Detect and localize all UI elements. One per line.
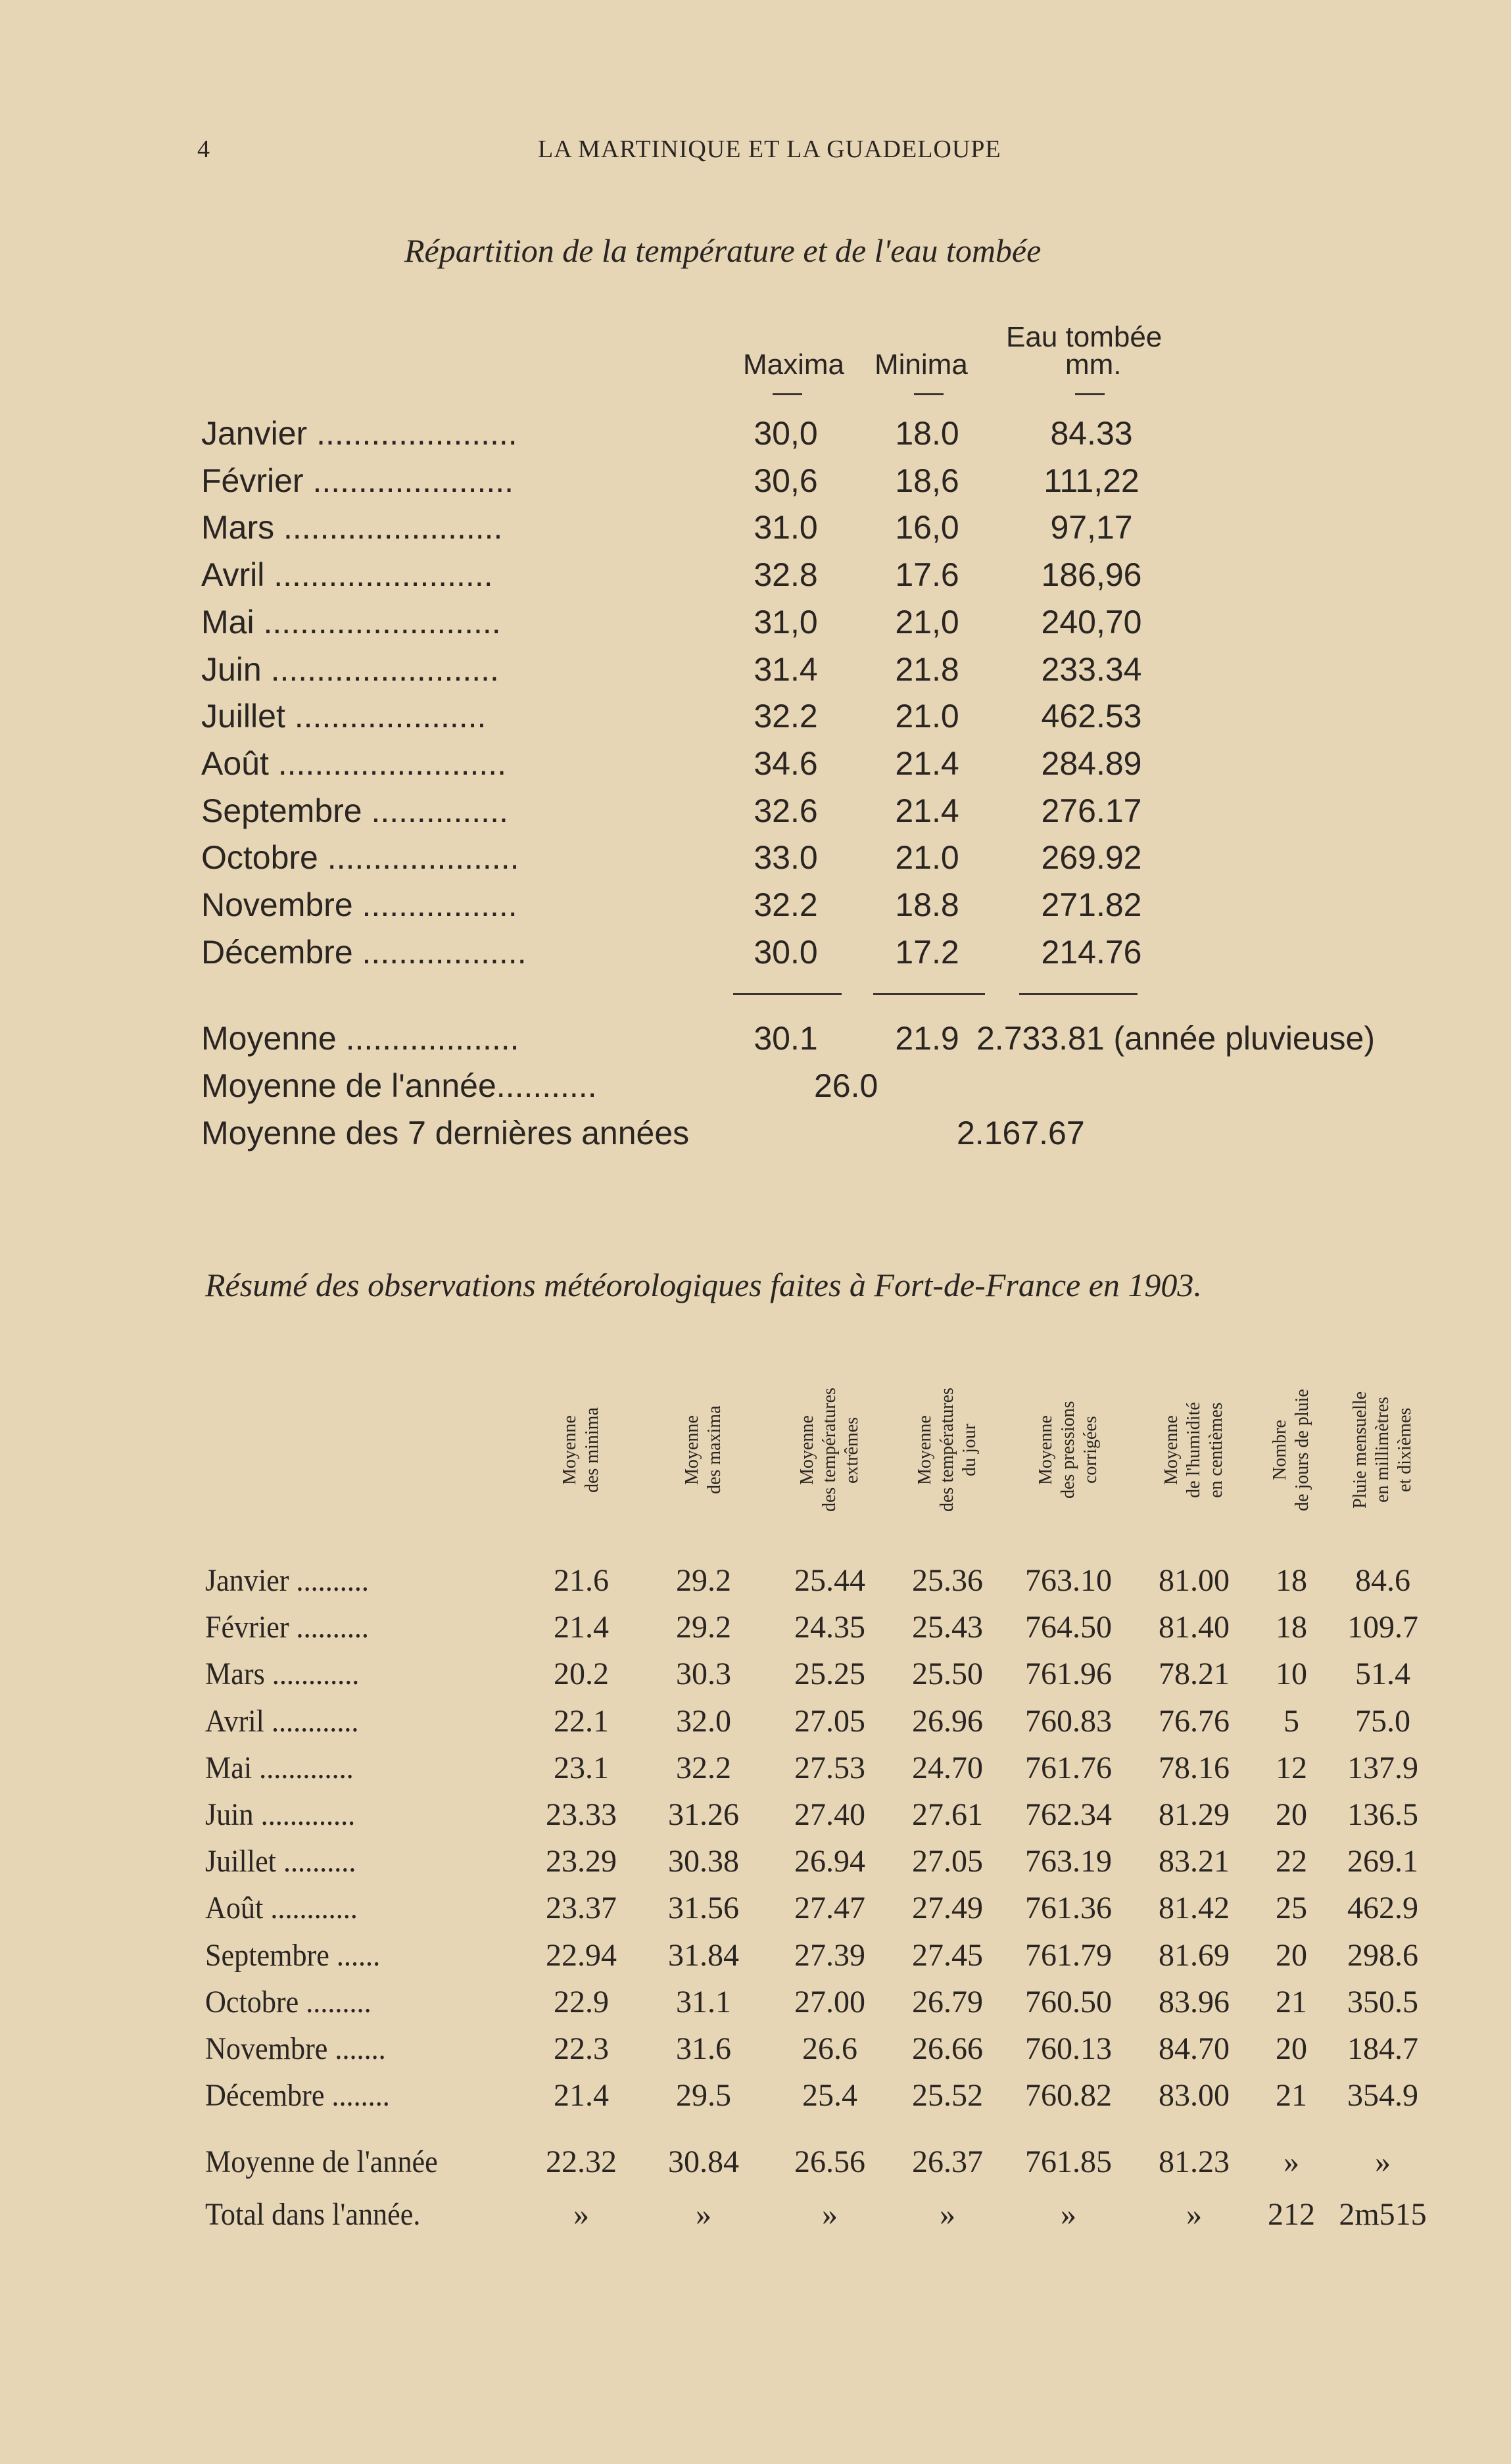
table2-cell: 78.21	[1159, 1656, 1230, 1692]
table1-cell-min: 21,0	[895, 603, 959, 640]
table1-cell-eau: 111,22	[1043, 462, 1139, 499]
table1-row-label: Avril ........................	[201, 556, 493, 594]
table1-row-label: Juillet .....................	[201, 698, 487, 735]
table2-cell: 27.05	[912, 1844, 983, 1879]
table2-column-header	[796, 1361, 863, 1539]
running-title: LA MARTINIQUE ET LA GUADELOUPE	[538, 135, 1001, 163]
table2-cell: 81.42	[1159, 1891, 1230, 1926]
table2-cell: 84.6	[1355, 1563, 1410, 1598]
table2-cell: 762.34	[1025, 1797, 1112, 1832]
table2-header-line: de l'humidité	[1184, 1402, 1204, 1498]
table2-header-line: Nombre	[1270, 1420, 1290, 1480]
table2-cell: 21	[1276, 2078, 1307, 2114]
table2-cell: 354.9	[1347, 2078, 1418, 2114]
table2-cell: 761.76	[1025, 1750, 1112, 1785]
table2-cell: 763.19	[1025, 1844, 1112, 1879]
table2-header-line: Moyenne	[560, 1415, 580, 1485]
table2-cell: 31.84	[668, 1937, 739, 1973]
table1-row-label: Octobre .....................	[201, 839, 519, 877]
table2-cell: 21	[1276, 1984, 1307, 2019]
table2-cell: 761.96	[1025, 1656, 1112, 1692]
moyenne-annee-label: Moyenne de l'année...........	[201, 1067, 597, 1104]
table1-cell-max: 30.0	[754, 933, 818, 971]
table2-cell: 27.47	[794, 1891, 865, 1926]
table2-row-label: Octobre .........	[205, 1984, 372, 2019]
table2-cell: 760.13	[1025, 2031, 1112, 2066]
table2-column-header	[1349, 1361, 1416, 1539]
table2-cell: »	[940, 2197, 955, 2232]
table2-cell: 23.37	[546, 1891, 617, 1926]
table2-cell: 32.0	[676, 1703, 731, 1739]
table2-cell: 29.5	[676, 2078, 731, 2114]
table2-column-header	[559, 1361, 604, 1539]
table2-cell: 51.4	[1355, 1656, 1410, 1692]
dash	[1075, 393, 1105, 395]
moyenne-7-label: Moyenne des 7 dernières années	[201, 1115, 690, 1151]
moyenne-annee-value: 26.0	[814, 1067, 878, 1104]
table2-cell: 22.9	[554, 1984, 609, 2019]
table1-cell-min: 18,6	[895, 462, 959, 499]
table2-cell: 26.96	[912, 1703, 983, 1739]
table1-cell-eau: 186,96	[1041, 556, 1142, 594]
table2-cell: 212	[1268, 2197, 1315, 2232]
table2-header-line: des températures	[819, 1388, 840, 1512]
table2-cell: 761.79	[1025, 1937, 1112, 1973]
table2-header-line: corrigées	[1080, 1416, 1101, 1484]
sum-rule	[1019, 993, 1138, 995]
table2-cell: 20	[1276, 2031, 1307, 2066]
table2-cell: 25.36	[912, 1563, 983, 1598]
table2-cell: 760.83	[1025, 1703, 1112, 1739]
table1-row-label: Décembre ..................	[201, 933, 527, 971]
table1-cell-min: 16,0	[895, 509, 959, 546]
table2-cell: 75.0	[1355, 1703, 1410, 1739]
table2-header-line: des maxima	[704, 1405, 725, 1495]
table1-cell-max: 30,0	[754, 415, 818, 452]
table2-cell: 22.1	[554, 1703, 609, 1739]
table2-cell: 10	[1276, 1656, 1307, 1692]
table2-cell: 32.2	[676, 1750, 731, 1785]
table2-cell: »	[822, 2197, 838, 2232]
table2-row-label: Septembre ......	[205, 1937, 381, 1973]
table2-column-header	[1269, 1361, 1314, 1539]
table2-header-line: des pressions	[1058, 1401, 1078, 1499]
table2-row-label: Juin .............	[205, 1797, 356, 1832]
table2-row-label: Février ..........	[205, 1610, 369, 1645]
table2-cell: 30.38	[668, 1844, 739, 1879]
table2-cell: »	[1375, 2144, 1391, 2179]
table2-row-label: Total dans l'année.	[205, 2197, 421, 2232]
table1-cell-min: 21.4	[895, 792, 959, 829]
table2-cell: 84.70	[1159, 2031, 1230, 2066]
dash	[914, 393, 944, 395]
table2-cell: 20.2	[554, 1656, 609, 1692]
table1-row-label: Juin .........................	[201, 650, 499, 688]
table2-header-line: du jour	[959, 1423, 980, 1477]
table2-cell: 81.69	[1159, 1937, 1230, 1973]
page-number: 4	[197, 135, 210, 163]
table2-cell: 2m515	[1339, 2197, 1427, 2232]
table2-header-line: des minima	[582, 1407, 602, 1493]
table2-cell: 298.6	[1347, 1937, 1418, 1973]
table2-cell: 462.9	[1347, 1891, 1418, 1926]
table2-cell: 761.36	[1025, 1891, 1112, 1926]
table2-row-label: Juillet ..........	[205, 1844, 356, 1879]
table1-cell-min: 21.0	[895, 839, 959, 877]
table2-cell: 27.61	[912, 1797, 983, 1832]
table2-header-line: Pluie mensuelle	[1350, 1391, 1370, 1509]
table2-cell: 136.5	[1347, 1797, 1418, 1832]
table2-cell: 27.49	[912, 1891, 983, 1926]
table2-header-line: et dixièmes	[1395, 1407, 1415, 1493]
table2-cell: »	[1186, 2197, 1202, 2232]
table2-row-label: Janvier ..........	[205, 1563, 369, 1598]
table1-cell-eau: 233.34	[1041, 650, 1142, 688]
table2-cell: 29.2	[676, 1563, 731, 1598]
table2-cell: 27.39	[794, 1937, 865, 1973]
table2-cell: 22.3	[554, 2031, 609, 2066]
dash	[773, 393, 802, 395]
table2-cell: 760.82	[1025, 2078, 1112, 2114]
table1-cell-min: 21.4	[895, 744, 959, 782]
sum-rule	[733, 993, 842, 995]
table1-cell-eau: 284.89	[1041, 744, 1142, 782]
table2-cell: »	[573, 2197, 589, 2232]
table2-cell: 24.70	[912, 1750, 983, 1785]
table2-row-label: Mai .............	[205, 1750, 354, 1785]
table2-row-label: Mars ............	[205, 1656, 360, 1692]
table2-cell: 26.94	[794, 1844, 865, 1879]
table2-cell: 24.35	[794, 1610, 865, 1645]
table1-cell-min: 17.2	[895, 933, 959, 971]
table2-cell: 26.6	[802, 2031, 857, 2066]
table2-cell: 76.76	[1159, 1703, 1230, 1739]
table1-cell-eau: 269.92	[1041, 839, 1142, 877]
table1-cell-min: 18.8	[895, 886, 959, 923]
col-eau-unit: mm.	[1065, 349, 1122, 381]
table2-cell: 18	[1276, 1610, 1307, 1645]
col-maxima: Maxima	[743, 349, 845, 381]
table2-column-header	[681, 1361, 726, 1539]
table2-cell: 12	[1276, 1750, 1307, 1785]
moyenne-max: 30.1	[754, 1020, 818, 1057]
table2-cell: 81.23	[1159, 2144, 1230, 2179]
table2-cell: 83.21	[1159, 1844, 1230, 1879]
table2-cell: 22.32	[546, 2144, 617, 2179]
table2-cell: 81.29	[1159, 1797, 1230, 1832]
table2-header-line: Moyenne	[682, 1415, 702, 1485]
table2-cell: 25.44	[794, 1563, 865, 1598]
table1-row-label: Septembre ...............	[201, 792, 508, 829]
table2-cell: 21.4	[554, 1610, 609, 1645]
table1-cell-eau: 271.82	[1041, 886, 1142, 923]
table2-cell: 27.45	[912, 1937, 983, 1973]
table1-cell-min: 21.8	[895, 650, 959, 688]
table2-cell: 109.7	[1347, 1610, 1418, 1645]
table2-cell: 20	[1276, 1937, 1307, 1973]
table1-cell-max: 34.6	[754, 744, 818, 782]
table2-column-header	[1161, 1361, 1228, 1539]
table2-cell: »	[696, 2197, 711, 2232]
table2-cell: 763.10	[1025, 1563, 1112, 1598]
table2-cell: 25.52	[912, 2078, 983, 2114]
table2-cell: 23.1	[554, 1750, 609, 1785]
table2-cell: »	[1283, 2144, 1299, 2179]
table2-header-line: Moyenne	[915, 1415, 935, 1485]
table2-cell: 764.50	[1025, 1610, 1112, 1645]
table2-cell: 18	[1276, 1563, 1307, 1598]
moyenne-min: 21.9	[895, 1020, 959, 1057]
table2-cell: 350.5	[1347, 1984, 1418, 2019]
table1-cell-eau: 240,70	[1041, 603, 1142, 640]
table1-cell-max: 31.4	[754, 650, 818, 688]
table1-cell-eau: 214.76	[1041, 933, 1142, 971]
table1-cell-eau: 462.53	[1041, 698, 1142, 735]
table2-header-line: Moyenne	[797, 1415, 817, 1485]
table1-cell-min: 18.0	[895, 415, 959, 452]
table2-cell: 21.6	[554, 1563, 609, 1598]
table2-column-header	[914, 1361, 981, 1539]
table2-cell: 83.96	[1159, 1984, 1230, 2019]
table2-cell: 761.85	[1025, 2144, 1112, 2179]
table2-cell: 25.50	[912, 1656, 983, 1692]
table2-row-label: Moyenne de l'année	[205, 2144, 438, 2179]
table2-cell: 31.26	[668, 1797, 739, 1832]
moyenne-label: Moyenne ...................	[201, 1020, 519, 1057]
table2-cell: 81.40	[1159, 1610, 1230, 1645]
table2-header-line: en centièmes	[1206, 1402, 1226, 1498]
table1-row-label: Novembre .................	[201, 886, 517, 923]
table2-row-label: Novembre .......	[205, 2031, 386, 2066]
table2-cell: 22.94	[546, 1937, 617, 1973]
table2-cell: 26.56	[794, 2144, 865, 2179]
table1-cell-min: 17.6	[895, 556, 959, 594]
table1-cell-max: 31,0	[754, 603, 818, 640]
table2-cell: 26.66	[912, 2031, 983, 2066]
table2-cell: 78.16	[1159, 1750, 1230, 1785]
table2-cell: 22	[1276, 1844, 1307, 1879]
table2-header-line: extrêmes	[842, 1416, 862, 1484]
table1-cell-max: 30,6	[754, 462, 818, 499]
table1-cell-min: 21.0	[895, 698, 959, 735]
table1-row-label: Mai ..........................	[201, 603, 501, 640]
table2-cell: 184.7	[1347, 2031, 1418, 2066]
table1-row-label: Février ......................	[201, 462, 514, 499]
table1-row-label: Août .........................	[201, 744, 507, 782]
table1-cell-max: 32.8	[754, 556, 818, 594]
table2-title: Résumé des observations météorologiques faites à Fort-de-France en 1903.	[205, 1267, 1202, 1303]
col-eau-tombee: Eau tombée	[1006, 321, 1163, 353]
table2-cell: 760.50	[1025, 1984, 1112, 2019]
table2-header-line: Moyenne	[1036, 1415, 1056, 1485]
table1-cell-max: 33.0	[754, 839, 818, 877]
table2-cell: 23.33	[546, 1797, 617, 1832]
table2-cell: 137.9	[1347, 1750, 1418, 1785]
table2-cell: 269.1	[1347, 1844, 1418, 1879]
table2-cell: 83.00	[1159, 2078, 1230, 2114]
table2-cell: 31.1	[676, 1984, 731, 2019]
table1-cell-max: 32.2	[754, 886, 818, 923]
table2-cell: 27.00	[794, 1984, 865, 2019]
table2-cell: 25.25	[794, 1656, 865, 1692]
table2-cell: 29.2	[676, 1610, 731, 1645]
table2-cell: 30.84	[668, 2144, 739, 2179]
table2-cell: 27.53	[794, 1750, 865, 1785]
table2-cell: 31.56	[668, 1891, 739, 1926]
table2-cell: 25	[1276, 1891, 1307, 1926]
table2-cell: 81.00	[1159, 1563, 1230, 1598]
moyenne-eau: 2.733.81 (année pluvieuse)	[976, 1020, 1376, 1057]
table2-cell: 25.43	[912, 1610, 983, 1645]
table2-cell: 26.79	[912, 1984, 983, 2019]
col-minima: Minima	[875, 349, 968, 381]
table1-row-label: Janvier ......................	[201, 415, 517, 452]
table2-cell: 5	[1283, 1703, 1299, 1739]
table2-cell: 20	[1276, 1797, 1307, 1832]
table1-title: Répartition de la température et de l'eau tombée	[404, 232, 1042, 269]
table1-row-label: Mars ........................	[201, 509, 503, 546]
table2-row-label: Avril ............	[205, 1703, 359, 1739]
table2-cell: »	[1061, 2197, 1076, 2232]
table2-cell: 26.37	[912, 2144, 983, 2179]
table2-cell: 27.40	[794, 1797, 865, 1832]
table2-header-line: de jours de pluie	[1292, 1389, 1312, 1511]
table1-cell-max: 32.6	[754, 792, 818, 829]
table1-cell-eau: 276.17	[1041, 792, 1142, 829]
table2-column-header	[1035, 1361, 1102, 1539]
sum-rule	[873, 993, 985, 995]
table2-header-line: en millimètres	[1372, 1397, 1393, 1503]
table2-row-label: Décembre ........	[205, 2078, 390, 2114]
moyenne-7-value: 2.167.67	[957, 1115, 1085, 1151]
table2-cell: 30.3	[676, 1656, 731, 1692]
table2-header-line: des températures	[937, 1388, 957, 1512]
table2-header-line: Moyenne	[1161, 1415, 1182, 1485]
table1-cell-eau: 97,17	[1050, 509, 1133, 546]
table2-cell: 25.4	[802, 2078, 857, 2114]
table1-cell-max: 32.2	[754, 698, 818, 735]
table2-cell: 21.4	[554, 2078, 609, 2114]
table1-cell-max: 31.0	[754, 509, 818, 546]
table2-row-label: Août ............	[205, 1891, 358, 1926]
table1-cell-eau: 84.33	[1050, 415, 1133, 452]
table2-cell: 31.6	[676, 2031, 731, 2066]
table2-cell: 23.29	[546, 1844, 617, 1879]
table2-cell: 27.05	[794, 1703, 865, 1739]
